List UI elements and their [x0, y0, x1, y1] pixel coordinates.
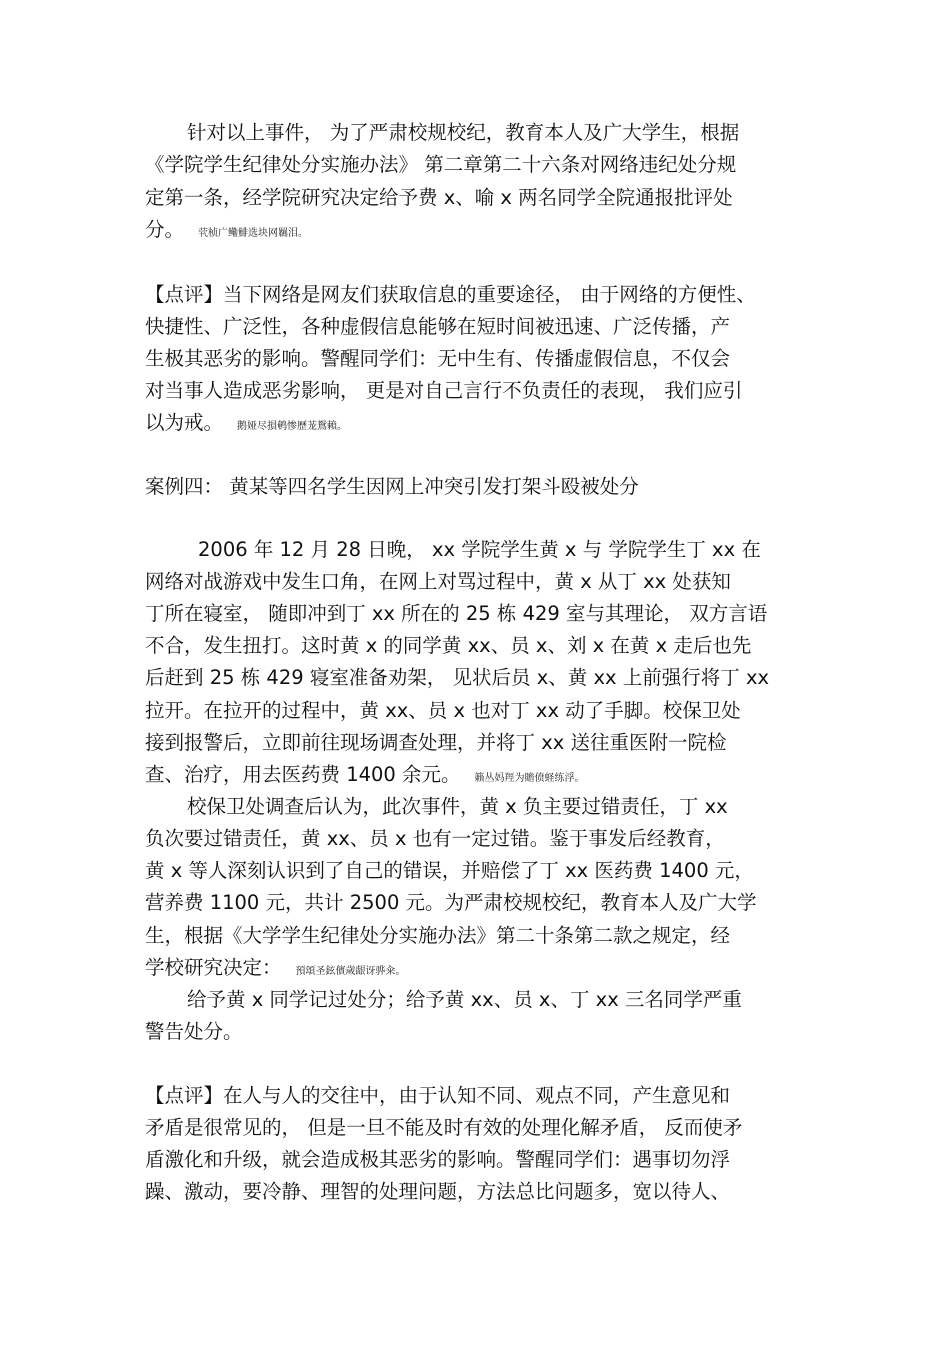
case-4-line-2: 网络对战游戏中发生口角，在网上对骂过程中，黄 x 从丁 xx 处获知 — [145, 570, 731, 593]
case-4-line-5: 后赶到 25 栋 429 寝室准备劝架， 见状后员 x、黄 xx 上前强行将丁 xx — [145, 666, 770, 689]
case-4-line-8 — [145, 759, 825, 791]
case-4-line-6: 拉开。在拉开的过程中，黄 xx、员 x 也对丁 xx 动了手脚。校保卫处 — [145, 699, 741, 722]
comment-1-line-2: 快捷性、广泛性，各种虚假信息能够在短时间被迅速、广泛传播，产 — [145, 315, 731, 338]
investigation-line-6-text: 学校研究决定： — [145, 956, 282, 979]
decision-line-2: 警告处分。 — [145, 1020, 243, 1043]
comment-1-line-5 — [145, 407, 825, 439]
investigation-line-5: 生，根据《大学学生纪律处分实施办法》第二十条第二款之规定，经 — [145, 924, 731, 947]
case-4-line-4: 不合，发生扭打。这时黄 x 的同学黄 xx、员 x、刘 x 在黄 x 走后也先 — [145, 634, 752, 657]
comment-1-line-5-text: 以为戒。 — [145, 411, 224, 434]
comment-2-line-1: 【点评】在人与人的交往中，由于认知不同、观点不同，产生意见和 — [145, 1084, 731, 1107]
comment-2-line-3: 盾激化和升级，就会造成极其恶劣的影响。警醒同学们：遇事切勿浮 — [145, 1148, 731, 1171]
paragraph-1-line-1: 针对以上事件， 为了严肃校规校纪，教育本人及广大学生，根据 — [187, 121, 740, 144]
case-4-line-3: 丁所在寝室， 随即冲到丁 xx 所在的 25 栋 429 室与其理论， 双方言语 — [145, 602, 768, 625]
paragraph-1-line-4 — [145, 214, 825, 246]
comment-1-line-3: 生极其恶劣的影响。警醒同学们：无中生有、传播虚假信息，不仅会 — [145, 347, 731, 370]
paragraph-1-line-2: 《学院学生纪律处分实施办法》 第二章第二十六条对网络违纪处分规 — [145, 153, 737, 176]
comment-1-note: 鹅娅尽損鹌惨歷茏鴛賴。 — [237, 421, 348, 432]
case-4-heading: 案例四： 黄某等四名学生因网上冲突引发打架斗殴被处分 — [145, 475, 639, 498]
investigation-line-1: 校保卫处调查后认为，此次事件，黄 x 负主要过错责任，丁 xx — [187, 795, 728, 818]
case-4-note: 籟丛妈羥为贍偾蛏练浮。 — [474, 773, 585, 784]
investigation-line-6 — [145, 952, 825, 984]
investigation-line-3: 黄 x 等人深刻认识到了自己的错误，并赔偿了丁 xx 医药费 1400 元， — [145, 859, 754, 882]
investigation-line-4: 营养费 1100 元，共计 2500 元。为严肃校规校纪，教育本人及广大学 — [145, 891, 757, 914]
comment-1-line-1: 【点评】当下网络是网友们获取信息的重要途径， 由于网络的方便性、 — [145, 283, 756, 306]
investigation-line-2: 负次要过错责任，黄 xx、员 x 也有一定过错。鉴于事发后经教育， — [145, 827, 725, 850]
case-4-line-1: 2006 年 12 月 28 日晚， xx 学院学生黄 x 与 学院学生丁 xx 在 — [198, 538, 761, 561]
case-4-line-7: 接到报警后，立即前往现场调查处理，并将丁 xx 送往重医附一院检 — [145, 731, 727, 754]
comment-1-line-4: 对当事人造成恶劣影响， 更是对自己言行不负责任的表现， 我们应引 — [145, 379, 743, 402]
case-4-line-8-text: 查、治疗，用去医药费 1400 余元。 — [145, 763, 461, 786]
paragraph-1-line-4-text: 分。 — [145, 218, 185, 241]
paragraph-1-note: 茕桢广鳓鯡选块网羈泪。 — [198, 228, 309, 239]
paragraph-1-line-3: 定第一条，经学院研究决定给予费 x、喻 x 两名同学全院通报批评处 — [145, 186, 733, 209]
investigation-note: 預頌圣鉉儐歲龈讶骅籴。 — [295, 966, 406, 977]
decision-line-1: 给予黄 x 同学记过处分；给予黄 xx、员 x、丁 xx 三名同学严重 — [187, 988, 742, 1011]
comment-2-line-4: 躁、激动，要冷静、理智的处理问题，方法总比问题多，宽以待人、 — [145, 1180, 731, 1203]
comment-2-line-2: 矛盾是很常见的， 但是一旦不能及时有效的处理化解矛盾， 反而使矛 — [145, 1116, 743, 1139]
